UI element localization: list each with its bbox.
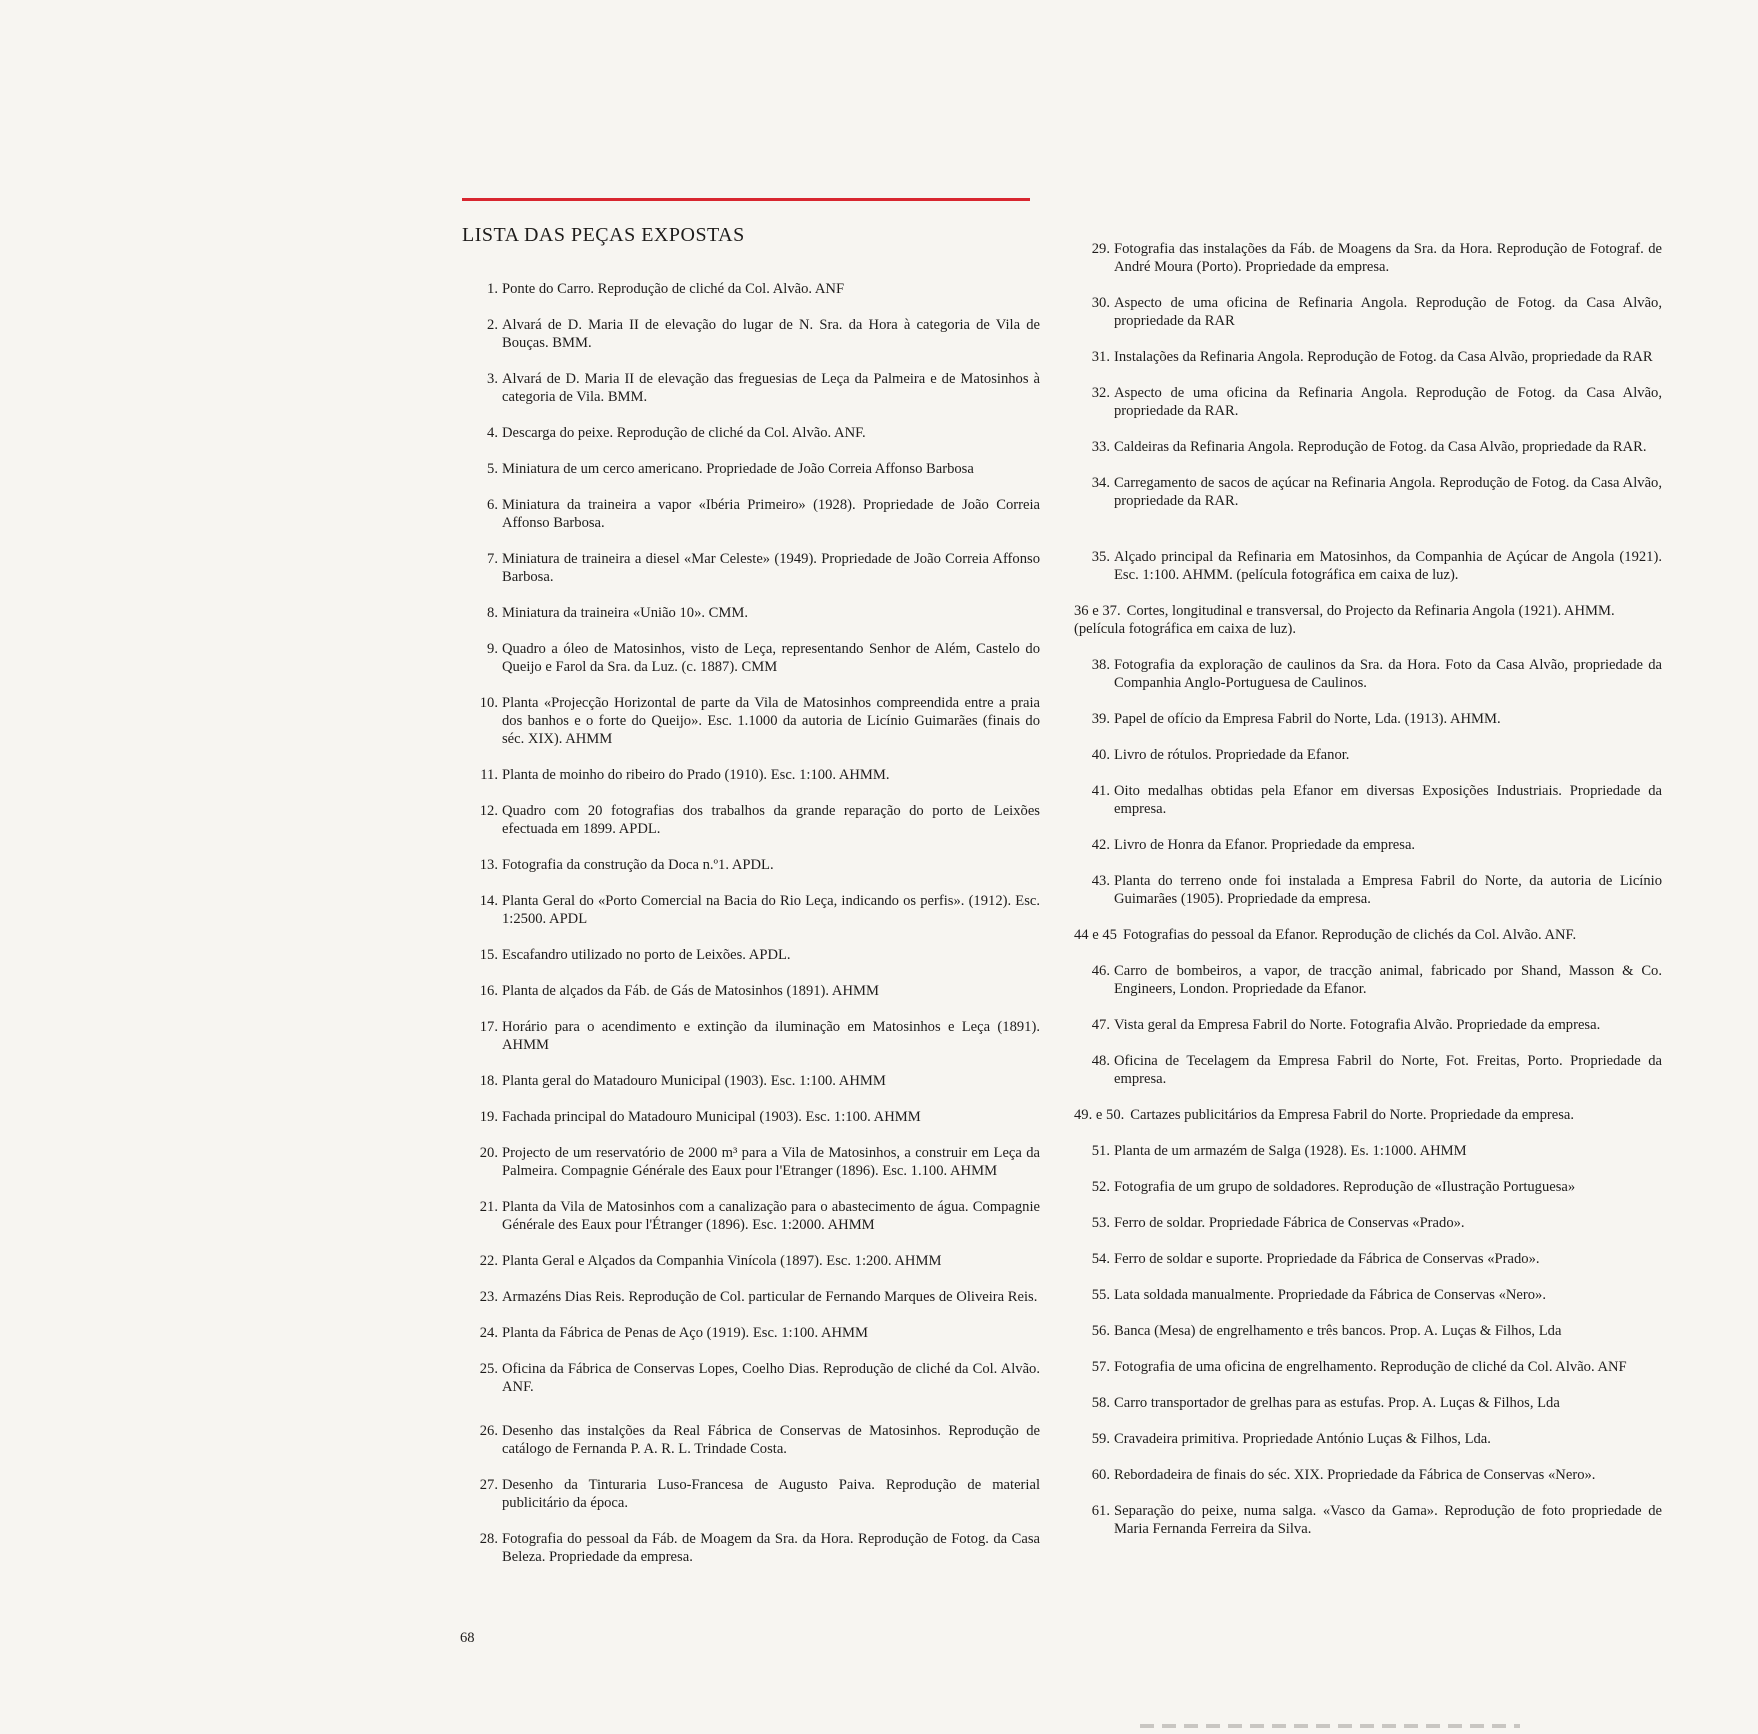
- list-item: [1074, 1250, 1662, 1268]
- item-number: 28.: [479, 1531, 498, 1547]
- item-number: 10.: [479, 695, 498, 711]
- item-text: Planta Geral e Alçados da Companhia Vinícola (1897). Esc. 1:200. AHMM: [502, 1253, 942, 1269]
- item-number: 32.: [1091, 385, 1110, 401]
- item-number: 53.: [1091, 1215, 1110, 1231]
- list-item: [462, 1018, 1040, 1054]
- item-text: Cravadeira primitiva. Propriedade António Luças & Filhos, Lda.: [1114, 1431, 1491, 1447]
- item-text: Projecto de um reservatório de 2000 m³ para a Vila de Matosinhos, a construir em Leça da Palmeira. Compagnie Générale des Eaux pour l'Etranger (1896). Esc. 1.100. AHMM: [502, 1145, 1040, 1179]
- list-item: [462, 1530, 1040, 1566]
- list-item: [462, 460, 1040, 478]
- item-number: 49. e 50.: [1074, 1107, 1125, 1123]
- list-item: [462, 550, 1040, 586]
- item-number: 3.: [487, 371, 498, 387]
- item-number: 41.: [1091, 783, 1110, 799]
- item-number: 31.: [1091, 349, 1110, 365]
- list-item: [1074, 1214, 1662, 1232]
- page-number: 68: [460, 1630, 475, 1646]
- right-column: [1074, 222, 1662, 1538]
- item-number: 39.: [1091, 711, 1110, 727]
- list-item: [462, 892, 1040, 928]
- list-item: [462, 766, 1040, 784]
- item-number: 30.: [1091, 295, 1110, 311]
- list-item: [1074, 1142, 1662, 1160]
- item-text: Fotografia da exploração de caulinos da Sra. da Hora. Foto da Casa Alvão, propriedade da Companhia Anglo-Portuguesa de Caulinos.: [1114, 657, 1662, 691]
- list-item: [462, 802, 1040, 838]
- item-text: Separação do peixe, numa salga. «Vasco da Gama». Reprodução de foto propriedade de Maria Fernanda Ferreira da Silva.: [1114, 1503, 1662, 1537]
- item-text: Rebordadeira de finais do séc. XIX. Propriedade da Fábrica de Conservas «Nero».: [1114, 1467, 1596, 1483]
- list-item: [1074, 746, 1662, 764]
- item-number: 4.: [487, 425, 498, 441]
- item-number: 1.: [487, 281, 498, 297]
- page-title: LISTA DAS PEÇAS EXPOSTAS: [462, 224, 745, 246]
- list-item: [462, 604, 1040, 622]
- item-number: 15.: [479, 947, 498, 963]
- item-number: 2.: [487, 317, 498, 333]
- list-item: [462, 1108, 1040, 1126]
- scan-edge-mark: [1140, 1724, 1520, 1728]
- item-number: 27.: [479, 1477, 498, 1493]
- item-text: Alvará de D. Maria II de elevação do lugar de N. Sra. da Hora à categoria de Vila de Bouças. BMM.: [502, 317, 1040, 351]
- list-item: [1074, 348, 1662, 366]
- item-text: Alvará de D. Maria II de elevação das freguesias de Leça da Palmeira e de Matosinhos à categoria de Vila. BMM.: [502, 371, 1040, 405]
- list-item: [1074, 294, 1662, 330]
- item-text: Quadro a óleo de Matosinhos, visto de Leça, representando Senhor de Além, Castelo do Queijo e Farol da Sra. da Luz. (c. 1887). CMM: [502, 641, 1040, 675]
- item-text: Banca (Mesa) de engrelhamento e três bancos. Prop. A. Luças & Filhos, Lda: [1114, 1323, 1562, 1339]
- item-text: Miniatura de um cerco americano. Propriedade de João Correia Affonso Barbosa: [502, 461, 974, 477]
- item-number: 60.: [1091, 1467, 1110, 1483]
- item-text: Carregamento de sacos de açúcar na Refinaria Angola. Reprodução de Fotog. da Casa Alvão, propriedade da RAR.: [1114, 475, 1662, 509]
- list-item: [1074, 240, 1662, 276]
- item-text: Aspecto de uma oficina de Refinaria Angola. Reprodução de Fotog. da Casa Alvão, propriedade da RAR: [1114, 295, 1662, 329]
- item-text: Planta da Vila de Matosinhos com a canalização para o abastecimento de água. Compagnie Générale des Eaux pour l'Étranger (1896). Esc. 1:2000. AHMM: [502, 1199, 1040, 1233]
- item-number: 42.: [1091, 837, 1110, 853]
- item-number: 6.: [487, 497, 498, 513]
- list-item: [1074, 836, 1662, 854]
- item-number: 40.: [1091, 747, 1110, 763]
- item-number: 19.: [479, 1109, 498, 1125]
- item-number: 51.: [1091, 1143, 1110, 1159]
- item-text: Miniatura da traineira a vapor «Ibéria Primeiro» (1928). Propriedade de João Correia Affonso Barbosa.: [502, 497, 1040, 531]
- item-text: Carro de bombeiros, a vapor, de tracção animal, fabricado por Shand, Masson & Co. Engineers, London. Propriedade da Efanor.: [1114, 963, 1662, 997]
- item-text: Ponte do Carro. Reprodução de cliché da Col. Alvão. ANF: [502, 281, 845, 297]
- red-rule: [462, 198, 1030, 201]
- item-number: 54.: [1091, 1251, 1110, 1267]
- list-item: [462, 316, 1040, 352]
- item-number: 35.: [1091, 549, 1110, 565]
- item-text: Alçado principal da Refinaria em Matosinhos, da Companhia de Açúcar de Angola (1921). Esc. 1:100. AHMM. (película fotográfica em caixa de luz).: [1114, 549, 1662, 583]
- item-number: 25.: [479, 1361, 498, 1377]
- item-number: 52.: [1091, 1179, 1110, 1195]
- list-item: [462, 1198, 1040, 1234]
- item-text: Fotografia da construção da Doca n.º1. APDL.: [502, 857, 774, 873]
- item-text: Desenho das instalções da Real Fábrica de Conservas de Matosinhos. Reprodução de catálogo de Fernanda P. A. R. L. Trindade Costa.: [502, 1423, 1040, 1457]
- item-text: Papel de ofício da Empresa Fabril do Norte, Lda. (1913). AHMM.: [1114, 711, 1501, 727]
- item-number: 61.: [1091, 1503, 1110, 1519]
- item-text: Fotografia de uma oficina de engrelhamento. Reprodução de cliché da Col. Alvão. ANF: [1114, 1359, 1627, 1375]
- item-text: Ferro de soldar e suporte. Propriedade da Fábrica de Conservas «Prado».: [1114, 1251, 1540, 1267]
- item-number: 38.: [1091, 657, 1110, 673]
- item-text: Planta de alçados da Fáb. de Gás de Matosinhos (1891). AHMM: [502, 983, 879, 999]
- item-text: Planta de moinho do ribeiro do Prado (1910). Esc. 1:100. AHMM.: [502, 767, 890, 783]
- item-number: 58.: [1091, 1395, 1110, 1411]
- item-number: 34.: [1091, 475, 1110, 491]
- item-text: Escafandro utilizado no porto de Leixões. APDL.: [502, 947, 791, 963]
- item-text: Carro transportador de grelhas para as estufas. Prop. A. Luças & Filhos, Lda: [1114, 1395, 1560, 1411]
- list-item: [462, 640, 1040, 676]
- item-number: 46.: [1091, 963, 1110, 979]
- item-text: Vista geral da Empresa Fabril do Norte. Fotografia Alvão. Propriedade da empresa.: [1114, 1017, 1601, 1033]
- item-number: 18.: [479, 1073, 498, 1089]
- item-text: Fachada principal do Matadouro Municipal (1903). Esc. 1:100. AHMM: [502, 1109, 921, 1125]
- item-number: 7.: [487, 551, 498, 567]
- list-item: [462, 1324, 1040, 1342]
- item-text: Miniatura da traineira «União 10». CMM.: [502, 605, 749, 621]
- item-text: Livro de Honra da Efanor. Propriedade da empresa.: [1114, 837, 1416, 853]
- item-number: 5.: [487, 461, 498, 477]
- item-number: 20.: [479, 1145, 498, 1161]
- item-number: 11.: [480, 767, 498, 783]
- list-item: [1074, 384, 1662, 420]
- item-text: Ferro de soldar. Propriedade Fábrica de Conservas «Prado».: [1114, 1215, 1465, 1231]
- item-number: 17.: [479, 1019, 498, 1035]
- list-item: [1074, 1358, 1662, 1376]
- item-text: Caldeiras da Refinaria Angola. Reprodução de Fotog. da Casa Alvão, propriedade da RAR.: [1114, 439, 1647, 455]
- item-number: 26.: [479, 1423, 498, 1439]
- item-number: 8.: [487, 605, 498, 621]
- item-text: Armazéns Dias Reis. Reprodução de Col. particular de Fernando Marques de Oliveira Reis.: [502, 1289, 1038, 1305]
- item-number: 59.: [1091, 1431, 1110, 1447]
- list-item: [462, 1072, 1040, 1090]
- list-item: [1074, 1466, 1662, 1484]
- list-item: [462, 424, 1040, 442]
- list-item: [1074, 548, 1662, 584]
- list-item: [462, 856, 1040, 874]
- item-number: 9.: [487, 641, 498, 657]
- list-item: [1074, 782, 1662, 818]
- list-item: [1074, 962, 1662, 998]
- item-number: 24.: [479, 1325, 498, 1341]
- list-item: [462, 1360, 1040, 1396]
- item-text: Horário para o acendimento e extinção da iluminação em Matosinhos e Leça (1891). AHMM: [502, 1019, 1040, 1053]
- list-item: [462, 280, 1040, 298]
- item-number: 48.: [1091, 1053, 1110, 1069]
- item-text: Instalações da Refinaria Angola. Reprodução de Fotog. da Casa Alvão, propriedade da RAR: [1114, 349, 1653, 365]
- list-item: [462, 1422, 1040, 1458]
- list-item: [1074, 656, 1662, 692]
- item-number: 56.: [1091, 1323, 1110, 1339]
- list-item: [1074, 1286, 1662, 1304]
- item-number: 14.: [479, 893, 498, 909]
- item-text: Planta da Fábrica de Penas de Aço (1919). Esc. 1:100. AHMM: [502, 1325, 868, 1341]
- item-number: 22.: [479, 1253, 498, 1269]
- list-item: [1074, 1052, 1662, 1088]
- item-number: 57.: [1091, 1359, 1110, 1375]
- item-number: 36 e 37.: [1074, 603, 1121, 619]
- item-text: Oficina da Fábrica de Conservas Lopes, Coelho Dias. Reprodução de cliché da Col. Alvão. ANF.: [502, 1361, 1040, 1395]
- item-number: 16.: [479, 983, 498, 999]
- item-text: Oito medalhas obtidas pela Efanor em diversas Exposições Industriais. Propriedade da empresa.: [1114, 783, 1662, 817]
- item-text: Fotografia de um grupo de soldadores. Reprodução de «Ilustração Portuguesa»: [1114, 1179, 1576, 1195]
- item-text: Cortes, longitudinal e transversal, do Projecto da Refinaria Angola (1921). AHMM. (película fotográfica em caixa de luz).: [1074, 603, 1615, 637]
- list-item: [462, 982, 1040, 1000]
- item-number: 13.: [479, 857, 498, 873]
- item-text: Planta «Projecção Horizontal de parte da Vila de Matosinhos compreendida entre a praia dos banhos e o forte do Queijo». Esc. 1.1000 da autoria de Licínio Guimarães (finais do séc. XIX). AHMM: [502, 695, 1040, 747]
- item-text: Cartazes publicitários da Empresa Fabril do Norte. Propriedade da empresa.: [1130, 1107, 1575, 1123]
- item-text: Fotografia do pessoal da Fáb. de Moagem da Sra. da Hora. Reprodução de Fotog. da Casa Beleza. Propriedade da empresa.: [502, 1531, 1040, 1565]
- list-item: [462, 370, 1040, 406]
- left-column: [462, 262, 1040, 1566]
- list-item: [1074, 1106, 1662, 1124]
- list-item: [1074, 1322, 1662, 1340]
- item-text: Planta do terreno onde foi instalada a Empresa Fabril do Norte, da autoria de Licínio Guimarães (1905). Propriedade da empresa.: [1114, 873, 1662, 907]
- item-number: 43.: [1091, 873, 1110, 889]
- list-item: [1074, 872, 1662, 908]
- item-text: Descarga do peixe. Reprodução de cliché da Col. Alvão. ANF.: [502, 425, 866, 441]
- list-item: [1074, 710, 1662, 728]
- list-item: [462, 1476, 1040, 1512]
- list-item: [1074, 1016, 1662, 1034]
- item-number: 55.: [1091, 1287, 1110, 1303]
- item-number: 12.: [479, 803, 498, 819]
- item-text: Planta de um armazém de Salga (1928). Es. 1:1000. AHMM: [1114, 1143, 1467, 1159]
- list-item: [1074, 602, 1662, 638]
- item-text: Lata soldada manualmente. Propriedade da Fábrica de Conservas «Nero».: [1114, 1287, 1546, 1303]
- item-text: Planta Geral do «Porto Comercial na Bacia do Rio Leça, indicando os perfis». (1912). Esc. 1:2500. APDL: [502, 893, 1040, 927]
- item-text: Aspecto de uma oficina da Refinaria Angola. Reprodução de Fotog. da Casa Alvão, propriedade da RAR.: [1114, 385, 1662, 419]
- item-number: 29.: [1091, 241, 1110, 257]
- list-item: [462, 694, 1040, 748]
- item-text: Fotografias do pessoal da Efanor. Reprodução de clichés da Col. Alvão. ANF.: [1122, 927, 1577, 943]
- item-text: Fotografia das instalações da Fáb. de Moagens da Sra. da Hora. Reprodução de Fotograf. de André Moura (Porto). Propriedade da empresa.: [1114, 241, 1662, 275]
- item-text: Livro de rótulos. Propriedade da Efanor.: [1114, 747, 1350, 763]
- item-text: Desenho da Tinturaria Luso-Francesa de Augusto Paiva. Reprodução de material publicitário da época.: [502, 1477, 1040, 1511]
- item-number: 33.: [1091, 439, 1110, 455]
- list-item: [462, 1144, 1040, 1180]
- item-text: Planta geral do Matadouro Municipal (1903). Esc. 1:100. AHMM: [502, 1073, 886, 1089]
- list-item: [1074, 1178, 1662, 1196]
- list-item: [462, 946, 1040, 964]
- item-text: Oficina de Tecelagem da Empresa Fabril do Norte, Fot. Freitas, Porto. Propriedade da empresa.: [1114, 1053, 1662, 1087]
- list-item: [1074, 926, 1662, 944]
- item-number: 23.: [479, 1289, 498, 1305]
- item-text: Miniatura de traineira a diesel «Mar Celeste» (1949). Propriedade de João Correia Affonso Barbosa.: [502, 551, 1040, 585]
- list-item: [1074, 438, 1662, 456]
- list-item: [462, 1288, 1040, 1306]
- item-number: 44 e 45: [1074, 927, 1117, 943]
- list-item: [1074, 1502, 1662, 1538]
- item-text: Quadro com 20 fotografias dos trabalhos da grande reparação do porto de Leixões efectuada em 1899. APDL.: [502, 803, 1040, 837]
- item-number: 47.: [1091, 1017, 1110, 1033]
- list-item: [1074, 1394, 1662, 1412]
- list-item: [462, 1252, 1040, 1270]
- item-number: 21.: [479, 1199, 498, 1215]
- list-item: [462, 496, 1040, 532]
- list-item: [1074, 1430, 1662, 1448]
- list-item: [1074, 474, 1662, 510]
